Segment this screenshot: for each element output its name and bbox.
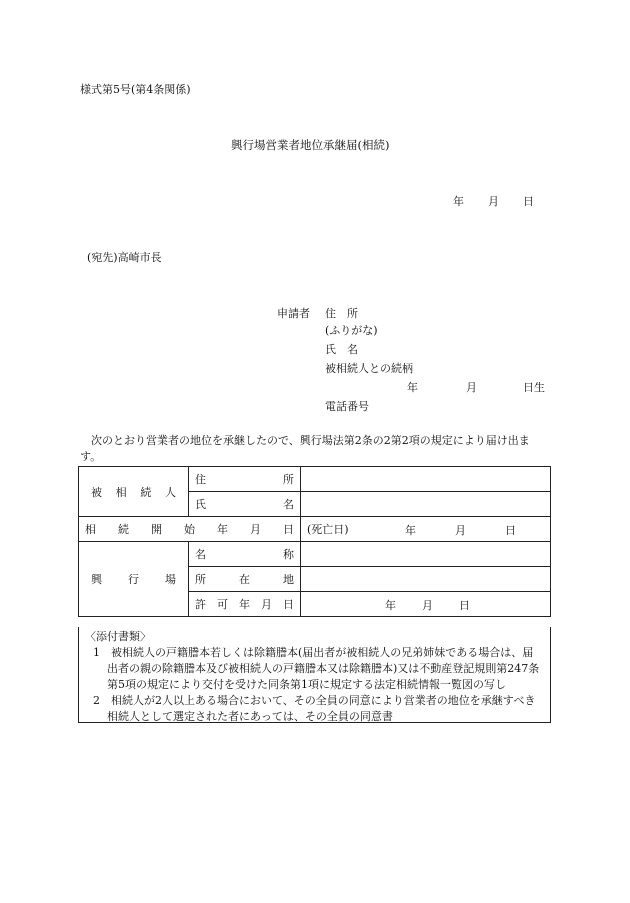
decedent-char: 相 [115,485,127,499]
death-day: 日 [505,524,516,537]
venue-location-label: 所 在 地 [189,567,301,592]
body-text: 次のとおり営業者の地位を承継したので、興行場法第2条の2第2項の規定により届け出ます。 [80,434,530,463]
decedent-name-field[interactable] [301,492,551,517]
death-date-label: (死亡日) [307,523,349,536]
attachments-heading: 〈添付書類〉 [85,630,151,643]
permit-month: 月 [422,599,433,612]
death-month: 月 [455,524,466,537]
applicant-furigana-label: (ふりがな) [325,324,378,337]
date-month: 月 [488,195,499,208]
inheritance-start-field[interactable] [301,517,551,542]
decedent-address-row [79,467,551,492]
form-id: 様式第5号(第4条関係) [80,83,191,96]
date-year: 年 [453,195,464,208]
decedent-char: 人 [164,485,176,499]
birth-month: 月 [466,381,477,394]
page-title: 興行場営業者地位承継届(相続) [231,138,390,152]
attachment-item: 2 相続人が2人以上ある場合において、その全員の同意により営業者の地位を承継すべき相続人として選定された者にあっては、その全員の同意書 [93,694,536,723]
venue-name-row [79,542,551,567]
venue-name-label: 名 称 [189,542,301,567]
permit-date-field[interactable] [301,592,551,617]
application-table [78,466,551,617]
death-year: 年 [405,524,416,537]
venue-label-cell: 興 行 場 [79,542,189,617]
applicant-name-label: 氏 名 [325,343,358,356]
addressee: (宛先)高崎市長 [87,251,162,264]
decedent-char: 続 [140,485,152,499]
applicant-phone-label: 電話番号 [325,400,369,413]
inheritance-start-row [79,517,551,542]
decedent-address-field[interactable] [301,467,551,492]
permit-year: 年 [385,599,396,612]
attachment-item: 1 被相続人の戸籍謄本若しくは除籍謄本(届出者が被相続人の兄弟姉妹である場合は、届出者の親の除籍謄本及び被相続人の戸籍謄本又は除籍謄本)又は不動産登記規則第247条第5項の規定により交付を受けた同条第1項に規定する法定相続情報一覧図の写し [93,646,540,691]
inheritance-start-label: 相 続 開 始 年 月 日 [79,517,301,542]
applicant-label: 申請者 [277,307,310,320]
attachments-box [78,627,551,723]
decedent-name-label: 氏 名 [189,492,301,517]
birth-year: 年 [407,381,418,394]
decedent-label-cell [79,467,189,517]
permit-day: 日 [459,599,470,612]
applicant-address-label: 住 所 [325,307,358,320]
date-day: 日 [523,195,534,208]
decedent-char: 被 [91,485,102,499]
applicant-relation-label: 被相続人との続柄 [325,362,413,375]
venue-name-field[interactable] [301,542,551,567]
decedent-address-label: 住 所 [189,467,301,492]
permit-date-label: 許 可 年 月 日 [189,592,301,617]
venue-location-field[interactable] [301,567,551,592]
birth-day: 日生 [523,381,545,394]
